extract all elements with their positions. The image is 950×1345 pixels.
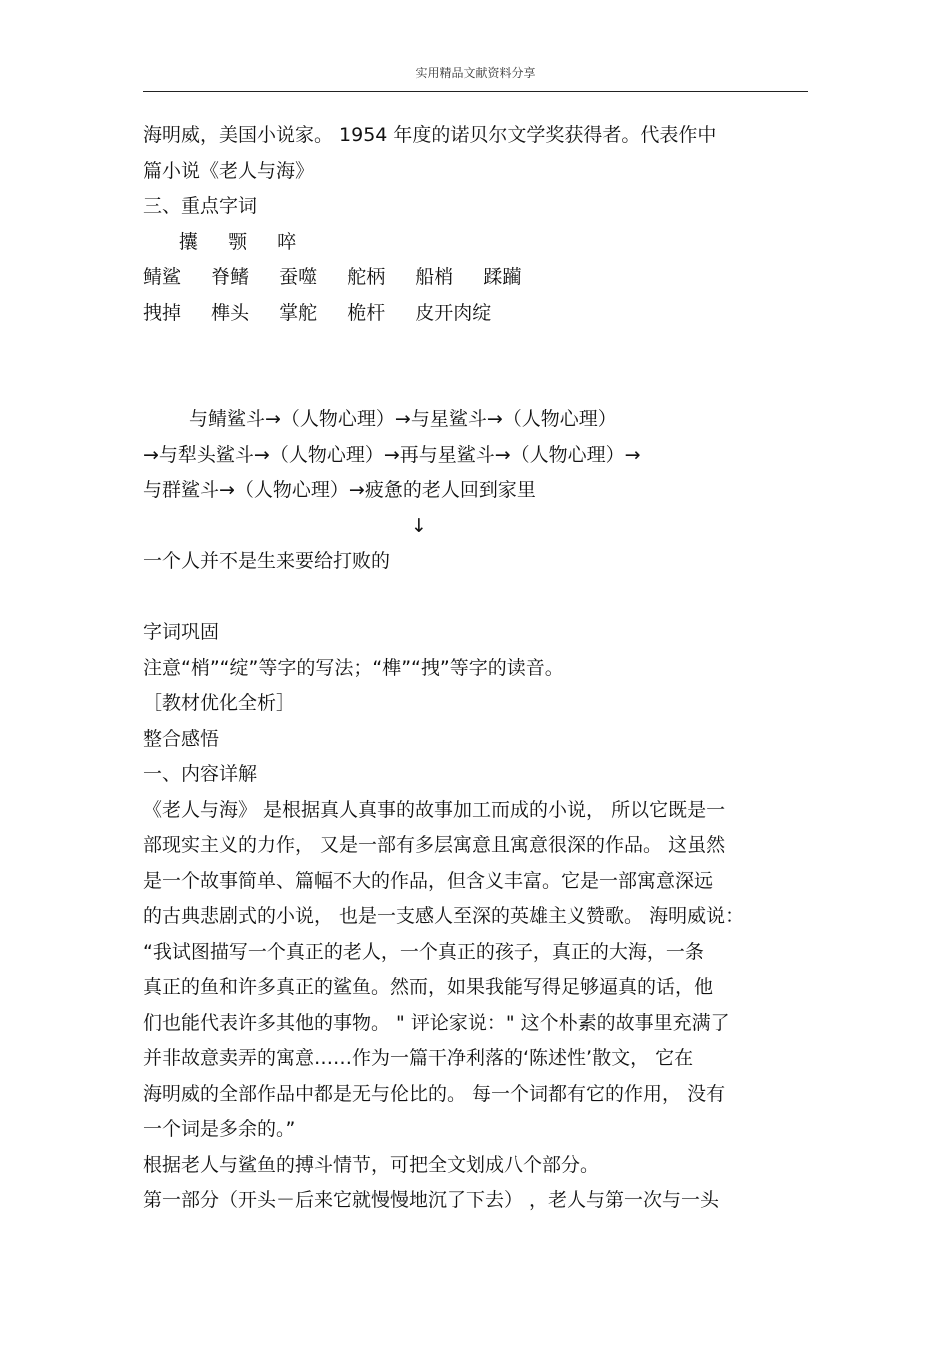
page-header: 实用精品文献资料分享	[415, 66, 536, 80]
word: 船梢	[415, 266, 454, 288]
paragraph-line: 是一个故事简单、篇幅不大的作品，但含义丰富。它是一部寓意深远	[143, 869, 714, 892]
word: 啐	[277, 230, 297, 253]
word: 榫头	[211, 301, 250, 324]
paragraph-line: 们也能代表许多其他的事物。 " 评论家说：" 这个朴素的故事里充满了	[143, 1011, 730, 1034]
word: 皮开肉绽	[415, 301, 492, 324]
intro-line-1: 海明威，美国小说家。 1954 年度的诺贝尔文学奖获得者。代表作中	[143, 124, 717, 146]
paragraph-line: 并非故意卖弄的寓意……作为一篇干净利落的‘陈述性’散文， 它在	[143, 1047, 694, 1069]
down-arrow-icon: ↓	[411, 514, 427, 537]
paragraph-line: “我试图描写一个真正的老人，一个真正的孩子，真正的大海，一条	[143, 940, 704, 963]
word: 桅杆	[347, 301, 386, 324]
paragraph-line: 真正的鱼和许多真正的鲨鱼。然而，如果我能写得足够逼真的话，他	[143, 976, 714, 998]
paragraph-line: 海明威的全部作品中都是无与伦比的。 每一个词都有它的作用， 没有	[143, 1082, 726, 1105]
section-heading-integration: 整合感悟	[143, 727, 220, 750]
document-body	[143, 118, 813, 1219]
paragraph-line: 根据老人与鲨鱼的搏斗情节，可把全文划成八个部分。	[143, 1153, 600, 1176]
plot-flow-line-2: →与犁头鲨斗→（人物心理）→再与星鲨斗→（人物心理）→	[143, 443, 641, 466]
paragraph-line: 一个词是多余的。”	[143, 1118, 296, 1140]
word: 鲭鲨	[143, 266, 182, 288]
header-rule	[143, 91, 808, 92]
intro-line-2: 篇小说《老人与海》	[143, 159, 315, 182]
section-heading-word-review: 字词巩固	[143, 621, 220, 643]
word: 舵柄	[347, 266, 386, 288]
section-heading-key-words: 三、重点字词	[143, 195, 258, 217]
word: 颚	[228, 230, 248, 253]
plot-flow-line-3: 与群鲨斗→（人物心理）→疲惫的老人回到家里	[143, 479, 536, 501]
word-review-note: 注意“梢”“绽”等字的写法；“榫”“拽”等字的读音。	[143, 656, 564, 679]
spacer	[143, 331, 813, 402]
plot-conclusion: 一个人并不是生来要给打败的	[143, 550, 391, 572]
word: 拽掉	[143, 301, 182, 324]
paragraph-line: 部现实主义的力作， 又是一部有多层寓意且寓意很深的作品。 这虽然	[143, 834, 726, 856]
word: 掌舵	[279, 301, 318, 324]
spacer	[143, 580, 813, 616]
key-words-row-1	[143, 225, 813, 261]
plot-flow-line-1: 与鲭鲨斗→（人物心理）→与星鲨斗→（人物心理）	[189, 408, 617, 430]
section-heading-textbook-analysis: ［教材优化全析］	[143, 692, 296, 714]
word: 脊鳍	[211, 266, 250, 288]
key-words-row-2	[143, 260, 813, 296]
word: 蹂躏	[483, 266, 522, 288]
paragraph-line: 《老人与海》 是根据真人真事的故事加工而成的小说， 所以它既是一	[143, 798, 726, 821]
word: 攮	[179, 230, 199, 253]
word: 蚕噬	[279, 266, 318, 288]
key-words-row-3	[143, 296, 813, 332]
paragraph-line: 第一部分（开头－后来它就慢慢地沉了下去） ，老人与第一次与一头	[143, 1189, 720, 1211]
paragraph-line: 的古典悲剧式的小说， 也是一支感人至深的英雄主义赞歌。 海明威说：	[143, 905, 745, 927]
section-heading-content-detail: 一、内容详解	[143, 763, 258, 785]
